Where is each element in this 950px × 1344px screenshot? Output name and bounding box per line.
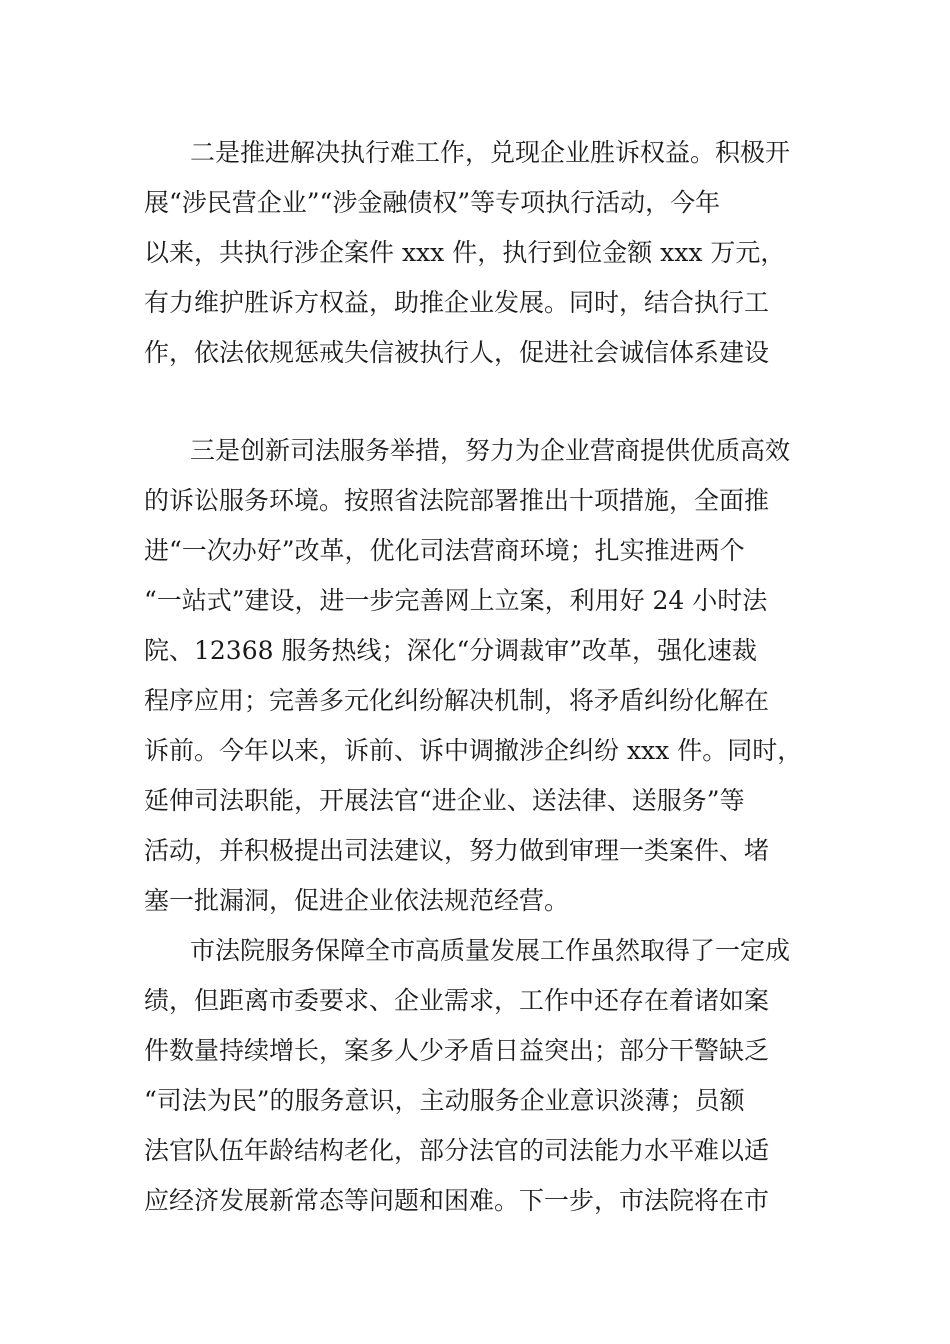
paragraph-2-line-6: 程序应用；完善多元化纠纷解决机制，将矛盾纠纷化解在 <box>144 686 770 715</box>
paragraph-2-line-1: 三是创新司法服务举措，努力为企业营商提供优质高效 <box>190 436 791 465</box>
paragraph-3-line-4: “司法为民”的服务意识，主动服务企业意识淡薄；员额 <box>144 1086 745 1115</box>
paragraph-2-line-3: 进“一次办好”改革，优化司法营商环境；扎实推进两个 <box>144 536 745 565</box>
paragraph-2-line-10: 塞一批漏洞，促进企业依法规范经营。 <box>144 886 570 915</box>
paragraph-3-line-6: 应经济发展新常态等问题和困难。下一步，市法院将在市 <box>144 1186 770 1215</box>
paragraph-2-line-8: 延伸司法职能，开展法官“进企业、送法律、送服务”等 <box>144 786 745 815</box>
paragraph-1-line-3: 以来，共执行涉企案件 xxx 件，执行到位金额 xxx 万元， <box>144 238 786 267</box>
paragraph-2-line-7: 诉前。今年以来，诉前、诉中调撤涉企纠纷 xxx 件。同时， <box>144 736 803 765</box>
paragraph-1-line-5: 作，依法依规惩戒失信被执行人，促进社会诚信体系建设 <box>144 338 770 367</box>
paragraph-1-line-1: 二是推进解决执行难工作，兑现企业胜诉权益。积极开 <box>190 138 791 167</box>
paragraph-1-line-4: 有力维护胜诉方权益，助推企业发展。同时，结合执行工 <box>144 288 770 317</box>
paragraph-2-line-2: 的诉讼服务环境。按照省法院部署推出十项措施，全面推 <box>144 486 770 515</box>
paragraph-3-line-1: 市法院服务保障全市高质量发展工作虽然取得了一定成 <box>190 936 791 965</box>
paragraph-2-line-9: 活动，并积极提出司法建议，努力做到审理一类案件、堵 <box>144 836 770 865</box>
paragraph-3-line-3: 件数量持续增长，案多人少矛盾日益突出；部分干警缺乏 <box>144 1036 770 1065</box>
paragraph-3-line-2: 绩，但距离市委要求、企业需求，工作中还存在着诸如案 <box>144 986 770 1015</box>
paragraph-3-line-5: 法官队伍年龄结构老化，部分法官的司法能力水平难以适 <box>144 1136 770 1165</box>
paragraph-2-line-4: “一站式”建设，进一步完善网上立案，利用好 24 小时法 <box>144 586 768 615</box>
paragraph-2-line-5: 院、12368 服务热线；深化“分调裁审”改革，强化速裁 <box>144 636 758 665</box>
paragraph-1-line-2: 展“涉民营企业”“涉金融债权”等专项执行活动，今年 <box>144 188 721 217</box>
